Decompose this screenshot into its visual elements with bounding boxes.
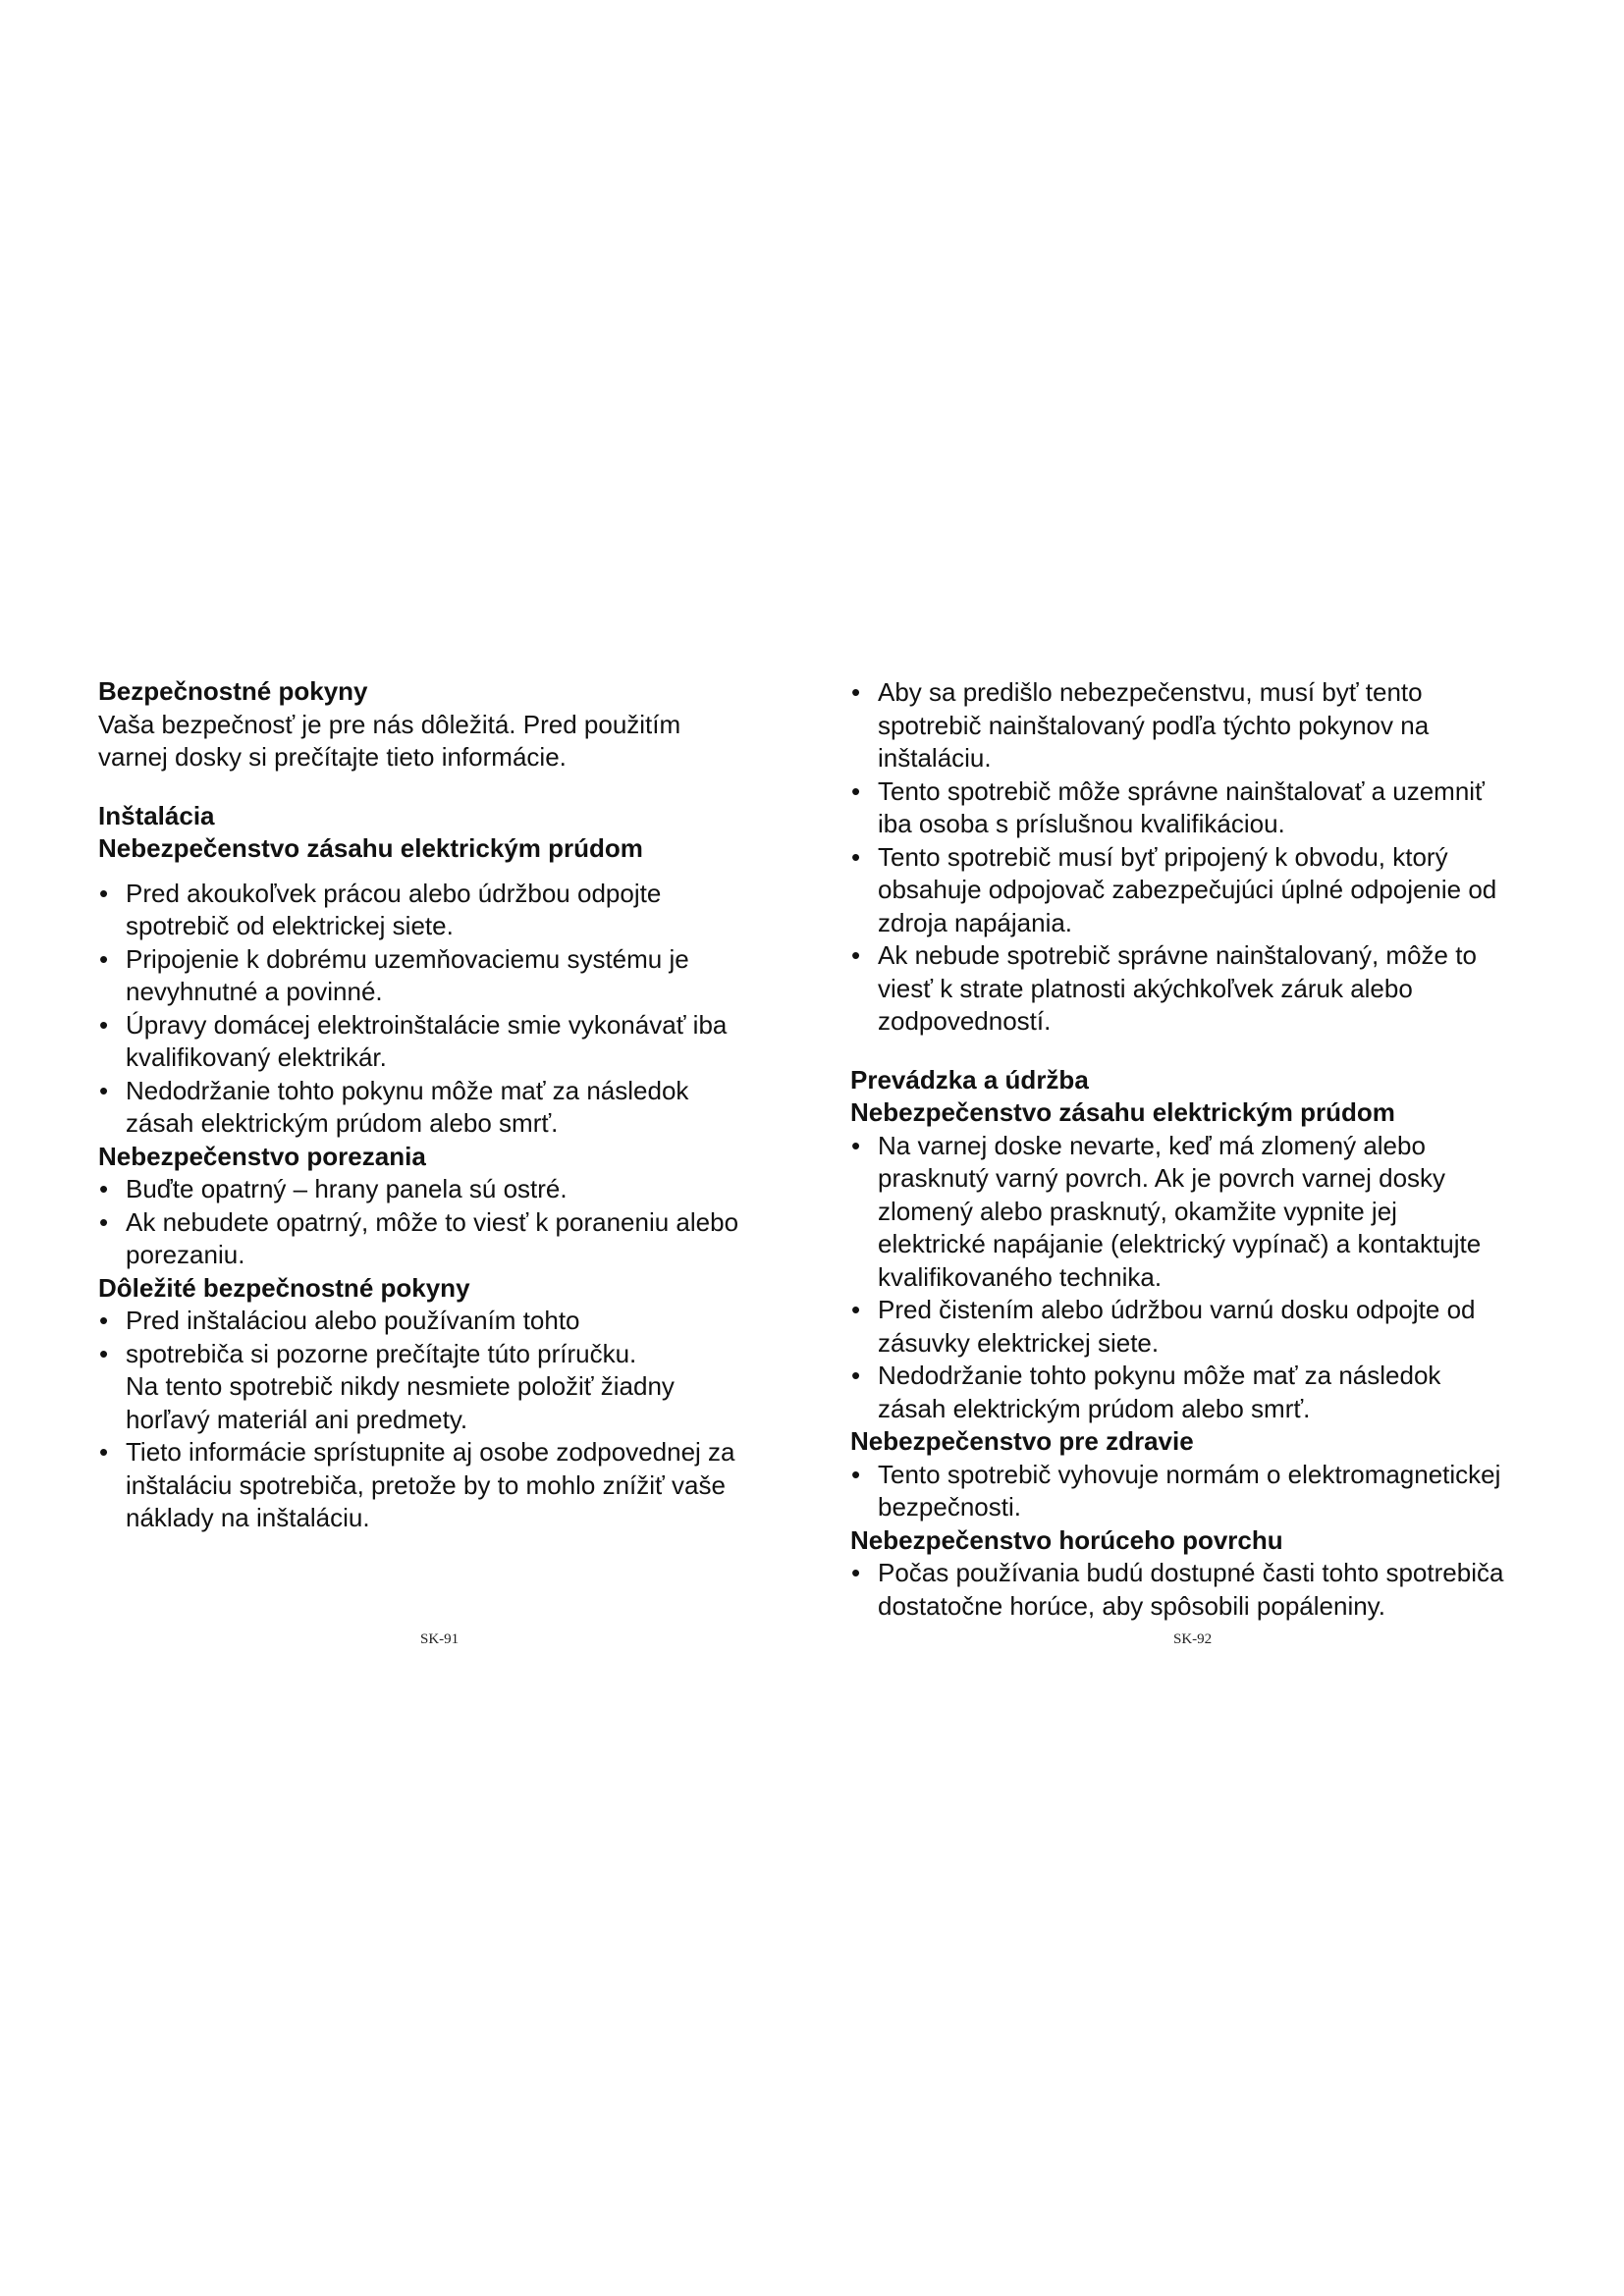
- list-item: [98, 1436, 785, 1535]
- list-item-line: • Na varnej doske nevarte, keď má zlomený alebo: [878, 1130, 1426, 1160]
- hot-surface-list: [850, 1557, 1557, 1623]
- list-item: [98, 1173, 785, 1206]
- list-item: [850, 1360, 1557, 1425]
- list-item: [98, 1075, 785, 1141]
- list-item: [850, 775, 1557, 841]
- list-item-line: porezaniu.: [126, 1240, 245, 1269]
- list-item: [850, 1294, 1557, 1360]
- list-item: [98, 943, 785, 1009]
- list-item-line: spotrebič nainštalovaný podľa týchto pokynov na: [878, 710, 1430, 740]
- list-item-line: kvalifikovaného technika.: [878, 1261, 1163, 1292]
- install-title: Inštalácia: [98, 800, 215, 830]
- install-list: [850, 676, 1557, 1039]
- safety-intro: [98, 709, 785, 774]
- list-item-line: nevyhnutné a povinné.: [126, 977, 383, 1006]
- list-item-line: elektrické napájanie (elektrický vypínač) a kontaktujte: [878, 1229, 1482, 1258]
- list-item-line: horľavý materiál ani predmety.: [126, 1404, 468, 1434]
- operation-title: Prevádzka a údržba: [850, 1064, 1089, 1095]
- right-page: [850, 676, 1557, 1623]
- list-item: [98, 1305, 785, 1338]
- list-item-line: • Pred akoukoľvek prácou alebo údržbou odpojte: [126, 878, 662, 908]
- safety-intro-line: Vaša bezpečnosť je pre nás dôležitá. Pred použitím: [98, 709, 681, 739]
- shock-list: [850, 1130, 1557, 1426]
- list-item-line: • Pred čistením alebo údržbou varnú dosku odpojte od: [878, 1295, 1476, 1324]
- list-item-line: zásuvky elektrickej siete.: [878, 1327, 1160, 1358]
- list-item: [98, 1338, 785, 1437]
- list-item-line: zásah elektrickým prúdom alebo smrť.: [126, 1108, 559, 1138]
- list-item-line: • Ak nebudete opatrný, môže to viesť k poraneniu alebo: [126, 1206, 739, 1237]
- list-item: [850, 676, 1557, 775]
- list-item: [98, 1206, 785, 1272]
- list-item-line: zodpovedností.: [878, 1006, 1052, 1036]
- list-item-line: iba osoba s príslušnou kvalifikáciou.: [878, 809, 1285, 838]
- hot-surface-title: Nebezpečenstvo horúceho povrchu: [850, 1524, 1283, 1555]
- shock-title: Nebezpečenstvo zásahu elektrickým prúdom: [850, 1097, 1395, 1127]
- list-item-line: zlomený alebo prasknutý, okamžite vypnite jej: [878, 1196, 1397, 1226]
- list-item: [98, 878, 785, 943]
- health-title: Nebezpečenstvo pre zdravie: [850, 1426, 1194, 1456]
- list-item-line: • Ak nebude spotrebič správne nainštalovaný, môže to: [878, 940, 1477, 970]
- list-item-line: inštaláciu.: [878, 743, 992, 773]
- list-item-line: dostatočne horúce, aby spôsobili popáleniny.: [878, 1590, 1385, 1621]
- list-item: [850, 1459, 1557, 1524]
- left-page: [98, 675, 785, 1535]
- list-item-line: • Tieto informácie sprístupnite aj osobe zodpovednej za: [126, 1437, 735, 1467]
- list-item-line: • Tento spotrebič môže správne nainštalovať a uzemniť: [878, 775, 1485, 806]
- list-item-line: • Aby sa predišlo nebezpečenstvu, musí byť tento: [878, 677, 1423, 707]
- page-number-right: SK-92: [1173, 1631, 1213, 1647]
- list-item-line: náklady na inštaláciu.: [126, 1503, 370, 1532]
- list-item: [850, 939, 1557, 1039]
- list-item-line: prasknutý varný povrch. Ak je povrch varnej dosky: [878, 1163, 1446, 1193]
- list-item-line: • Tento spotrebič vyhovuje normám o elektromagnetickej: [878, 1459, 1501, 1489]
- list-item-line: zásah elektrickým prúdom alebo smrť.: [878, 1393, 1311, 1423]
- shock-list: [98, 878, 785, 1141]
- list-item-line: • Úpravy domácej elektroinštalácie smie vykonávať iba: [126, 1009, 728, 1040]
- list-item-line: bezpečnosti.: [878, 1492, 1021, 1522]
- list-item-line: spotrebič od elektrickej siete.: [126, 911, 454, 940]
- safety-intro-line: varnej dosky si prečítajte tieto informácie.: [98, 742, 567, 772]
- safety-title: Bezpečnostné pokyny: [98, 676, 368, 706]
- list-item-line: • Nedodržanie tohto pokynu môže mať za následok: [126, 1075, 689, 1105]
- list-item-line: zdroja napájania.: [878, 907, 1073, 937]
- cut-title: Nebezpečenstvo porezania: [98, 1141, 426, 1171]
- list-item: [850, 841, 1557, 940]
- page-number-left: SK-91: [420, 1631, 460, 1647]
- list-item-line: Na tento spotrebič nikdy nesmiete položiť žiadny: [126, 1371, 675, 1401]
- cut-list: [98, 1173, 785, 1272]
- list-item-line: • Tento spotrebič musí byť pripojený k obvodu, ktorý: [878, 841, 1448, 872]
- list-item-line: • Pripojenie k dobrému uzemňovaciemu systému je: [126, 943, 689, 974]
- list-item-line: • Pred inštaláciou alebo používaním tohto: [126, 1306, 580, 1335]
- list-item: [850, 1130, 1557, 1295]
- list-item-line: • Buďte opatrný – hrany panela sú ostré.: [126, 1174, 568, 1203]
- important-title: Dôležité bezpečnostné pokyny: [98, 1272, 470, 1303]
- list-item-line: kvalifikovaný elektrikár.: [126, 1042, 387, 1072]
- shock-title: Nebezpečenstvo zásahu elektrickým prúdom: [98, 833, 643, 863]
- list-item-line: viesť k strate platnosti akýchkoľvek záruk alebo: [878, 973, 1413, 1003]
- health-list: [850, 1459, 1557, 1524]
- important-list: [98, 1305, 785, 1535]
- list-item-line: • Počas používania budú dostupné časti tohto spotrebiča: [878, 1558, 1504, 1587]
- list-item: [98, 1009, 785, 1075]
- list-item-line: obsahuje odpojovač zabezpečujúci úplné odpojenie od: [878, 875, 1497, 904]
- list-item-line: • Nedodržanie tohto pokynu môže mať za následok: [878, 1361, 1441, 1390]
- list-item-line: inštaláciu spotrebiča, pretože by to mohlo znížiť vaše: [126, 1469, 726, 1500]
- list-item: [850, 1557, 1557, 1623]
- list-item-line: • spotrebiča si pozorne prečítajte túto príručku.: [126, 1338, 637, 1368]
